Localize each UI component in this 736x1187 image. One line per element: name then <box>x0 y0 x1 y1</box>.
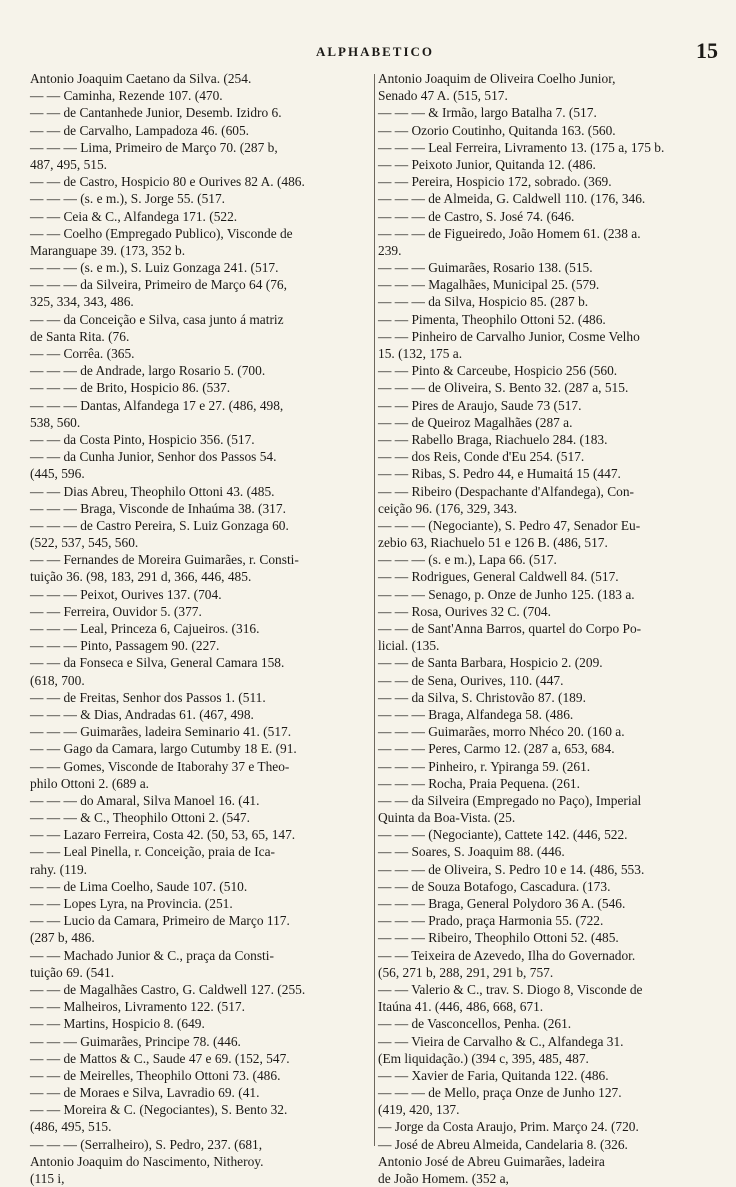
directory-entry-line: — — — Braga, Alfandega 58. (486. <box>378 706 574 722</box>
directory-entry-line: — — Lopes Lyra, na Provincia. (251. <box>30 896 233 911</box>
directory-entry-line: — — — (Negociante), S. Pedro 47, Senador Eu- <box>378 517 641 533</box>
directory-entry-line: — — — de Andrade, largo Rosario 5. (700. <box>30 363 266 379</box>
directory-entry-line: — — Pimenta, Theophilo Ottoni 52. (486. <box>378 311 606 327</box>
directory-entry-line: — — — (s. e m.), S. Luiz Gonzaga 241. (517. <box>30 260 279 276</box>
directory-entry-line: — — — de Almeida, G. Caldwell 110. (176, 346. <box>378 191 646 207</box>
directory-entry-line: — — Pinto & Carceube, Hospicio 256 (560. <box>378 363 618 379</box>
directory-entry-line: Antonio José de Abreu Guimarães, ladeira <box>378 1153 605 1169</box>
directory-entry-line: Itaúna 41. (446, 486, 668, 671. <box>378 999 544 1015</box>
directory-entry-line: — — — Peres, Carmo 12. (287 a, 653, 684. <box>378 741 615 757</box>
directory-entry-line: — — Gago da Camara, largo Cutumby 18 E. (91. <box>30 741 297 757</box>
directory-entry-line: Antonio Joaquim do Nascimento, Nitheroy. <box>30 1153 264 1169</box>
directory-entry-line: — — Caminha, Rezende 107. (470. <box>30 88 223 104</box>
directory-entry-line: 15. (132, 175 a. <box>378 346 463 361</box>
directory-entry-line: — — — Dantas, Alfandega 17 e 27. (486, 498, <box>30 397 284 413</box>
directory-entry-line: Senado 47 A. (515, 517. <box>378 88 508 104</box>
directory-entry-line: — — de Magalhães Castro, G. Caldwell 127. (255. <box>30 981 306 997</box>
directory-entry-line: — — — de Oliveira, S. Pedro 10 e 14. (486, 553. <box>378 861 645 877</box>
right-column <box>378 70 722 1186</box>
directory-entry-line: — — Vieira de Carvalho & C., Alfandega 31. <box>378 1033 624 1049</box>
directory-entry-line: — — — Guimarães, morro Nhéco 20. (160 a. <box>378 724 625 740</box>
directory-entry-line: — — Pereira, Hospicio 172, sobrado. (369. <box>378 174 612 190</box>
directory-columns <box>30 70 722 1186</box>
directory-entry-line: (419, 420, 137. <box>378 1102 460 1118</box>
directory-entry-line: — — Leal Pinella, r. Conceição, praia de Ica- <box>30 844 276 860</box>
directory-entry-line: Antonio Joaquim Caetano da Silva. (254. <box>30 71 252 86</box>
directory-entry-line: — — Coelho (Empregado Publico), Visconde de <box>30 225 293 241</box>
directory-entry-line: — — — de Castro Pereira, S. Luiz Gonzaga 60. <box>30 517 289 533</box>
directory-entry-line: 325, 334, 343, 486. <box>30 294 134 310</box>
directory-entry-line: — — — Guimarães, Rosario 138. (515. <box>378 260 593 276</box>
directory-entry-line: — — — Guimarães, ladeira Seminario 41. (517. <box>30 724 292 740</box>
directory-entry-line: — — Peixoto Junior, Quitanda 12. (486. <box>378 156 596 172</box>
directory-entry-line: — — — de Figueiredo, João Homem 61. (238 a. <box>378 225 641 241</box>
directory-entry-line: — — de Mattos & C., Saude 47 e 69. (152, 547. <box>30 1050 290 1066</box>
directory-entry-line: — — Pinheiro de Carvalho Junior, Cosme Velho <box>378 328 640 344</box>
directory-entry-line: — — Teixeira de Azevedo, Ilha do Governador. <box>378 947 636 963</box>
directory-entry-line: — — de Moraes e Silva, Lavradio 69. (41. <box>30 1085 260 1101</box>
directory-entry-line: rahy. (119. <box>30 861 88 877</box>
directory-entry-line: — — de Vasconcellos, Penha. (261. <box>378 1016 572 1032</box>
directory-entry-line: — — — (s. e m.), S. Jorge 55. (517. <box>30 191 226 207</box>
directory-entry-line: — — — de Oliveira, S. Bento 32. (287 a, 515. <box>378 380 629 396</box>
directory-entry-line: — — de Queiroz Magalhães (287 a. <box>378 414 573 430</box>
directory-entry-line: — — de Souza Botafogo, Cascadura. (173. <box>378 878 611 894</box>
directory-entry-line: — — Lazaro Ferreira, Costa 42. (50, 53, 65, 147. <box>30 827 296 843</box>
directory-entry-line: — — Malheiros, Livramento 122. (517. <box>30 999 245 1015</box>
directory-entry-line: — — de Carvalho, Lampadoza 46. (605. <box>30 122 250 138</box>
directory-entry-line: Quinta da Boa-Vista. (25. <box>378 810 516 826</box>
directory-entry-line: — — da Costa Pinto, Hospicio 356. (517. <box>30 431 255 447</box>
directory-entry-line: — — Valerio & C., trav. S. Diogo 8, Visconde de <box>378 981 643 997</box>
directory-entry-line: — — Pires de Araujo, Saude 73 (517. <box>378 397 582 413</box>
directory-entry-line: — — — (s. e m.), Lapa 66. (517. <box>378 552 557 568</box>
directory-entry-line: — — Ribeiro (Despachante d'Alfandega), Con- <box>378 483 635 499</box>
directory-entry-line: — — — de Mello, praça Onze de Junho 127. <box>378 1085 622 1101</box>
directory-entry-line: — — — Senago, p. Onze de Junho 125. (183 a. <box>378 586 635 602</box>
directory-entry-line: Antonio Joaquim de Oliveira Coelho Junior, <box>378 71 616 86</box>
directory-entry-line: — — — Pinto, Passagem 90. (227. <box>30 638 220 654</box>
directory-entry-line: 487, 495, 515. <box>30 156 107 172</box>
directory-entry-line: — — — Ribeiro, Theophilo Ottoni 52. (485. <box>378 930 619 946</box>
directory-entry-line: — — — de Brito, Hospicio 86. (537. <box>30 380 231 396</box>
directory-entry-line: — — — Braga, General Polydoro 36 A. (546. <box>378 896 626 911</box>
directory-entry-line: — — — Guimarães, Principe 78. (446. <box>30 1033 241 1049</box>
directory-entry-line: — — Ozorio Coutinho, Quitanda 163. (560. <box>378 122 616 138</box>
directory-entry-line: — — de Lima Coelho, Saude 107. (510. <box>30 878 248 894</box>
directory-entry-line: de João Homem. (352 a, <box>378 1171 509 1186</box>
directory-entry-line: — — — (Serralheiro), S. Pedro, 237. (681, <box>30 1136 263 1152</box>
directory-entry-line: — — — Rocha, Praia Pequena. (261. <box>378 775 580 791</box>
directory-entry-line: — — Rabello Braga, Riachuelo 284. (183. <box>378 431 608 447</box>
page-header <box>30 38 720 64</box>
directory-entry-line: tuição 69. (541. <box>30 964 115 980</box>
directory-entry-line: — — Soares, S. Joaquim 88. (446. <box>378 844 565 860</box>
directory-entry-line: — — da Silva, S. Christovão 87. (189. <box>378 689 586 705</box>
directory-entry-line: — — Gomes, Visconde de Itaborahy 37 e Theo- <box>30 758 290 774</box>
directory-entry-line: — — — Magalhães, Municipal 25. (579. <box>378 277 600 293</box>
directory-entry-line: licial. (135. <box>378 638 440 654</box>
directory-entry-line: — — Martins, Hospicio 8. (649. <box>30 1016 205 1032</box>
directory-entry-line: — — de Santa Barbara, Hospicio 2. (209. <box>378 655 603 671</box>
directory-entry-line: — — da Silveira (Empregado no Paço), Imperial <box>378 792 642 808</box>
directory-entry-line: — — da Cunha Junior, Senhor dos Passos 54. <box>30 449 277 465</box>
directory-entry-line: — — Ribas, S. Pedro 44, e Humaitá 15 (447. <box>378 466 621 482</box>
directory-entry-line: — — — Pinheiro, r. Ypiranga 59. (261. <box>378 758 591 774</box>
directory-entry-line: — — — Braga, Visconde de Inhaúma 38. (317. <box>30 500 286 516</box>
directory-entry-line: 538, 560. <box>30 414 81 430</box>
directory-entry-line: (115 i, <box>30 1171 65 1186</box>
directory-entry-line: — — Moreira & C. (Negociantes), S. Bento 32. <box>30 1102 288 1118</box>
directory-entry-line: — — — & Irmão, largo Batalha 7. (517. <box>378 105 597 121</box>
directory-entry-line: — — Corrêa. (365. <box>30 346 135 361</box>
running-title: ALPHABETICO <box>315 44 435 59</box>
directory-entry-line: — — Rodrigues, General Caldwell 84. (517. <box>378 569 619 585</box>
directory-entry-line: — — de Sena, Ourives, 110. (447. <box>378 672 564 688</box>
left-column <box>30 70 374 1186</box>
directory-entry-line: — — — de Castro, S. José 74. (646. <box>378 208 575 224</box>
directory-entry-line: (486, 495, 515. <box>30 1119 112 1135</box>
directory-entry-line: — — — Peixot, Ourives 137. (704. <box>30 586 222 602</box>
directory-entry-line: — — Xavier de Faria, Quitanda 122. (486. <box>378 1067 609 1083</box>
directory-entry-line: — — — da Silveira, Primeiro de Março 64 (76, <box>30 277 287 293</box>
directory-entry-line: — — de Freitas, Senhor dos Passos 1. (511. <box>30 689 266 705</box>
directory-entry-line: — — — Leal Ferreira, Livramento 13. (175 a, 175 b. <box>378 139 665 155</box>
directory-entry-line: — — — (Negociante), Cattete 142. (446, 522. <box>378 827 628 843</box>
directory-entry-line: — — de Cantanhede Junior, Desemb. Izidro 6. <box>30 105 282 121</box>
directory-entry-line: — — Lucio da Camara, Primeiro de Março 117. <box>30 913 290 929</box>
directory-entry-line: — — Ceia & C., Alfandega 171. (522. <box>30 208 238 224</box>
directory-entry-line: (287 b, 486. <box>30 930 95 946</box>
directory-entry-line: tuição 36. (98, 183, 291 d, 366, 446, 485. <box>30 569 252 585</box>
directory-entry-line: — — Ferreira, Ouvidor 5. (377. <box>30 603 202 619</box>
directory-entry-line: ceição 96. (176, 329, 343. <box>378 500 518 516</box>
directory-entry-line: — — — & Dias, Andradas 61. (467, 498. <box>30 706 254 722</box>
directory-entry-line: — — de Meirelles, Theophilo Ottoni 73. (486. <box>30 1067 281 1083</box>
directory-entry-line: de Santa Rita. (76. <box>30 328 130 344</box>
directory-entry-line: — — — Prado, praça Harmonia 55. (722. <box>378 913 604 929</box>
directory-entry-line: — — Machado Junior & C., praça da Consti- <box>30 947 274 963</box>
directory-entry-line: — — Dias Abreu, Theophilo Ottoni 43. (485. <box>30 483 275 499</box>
directory-entry-line: — — — do Amaral, Silva Manoel 16. (41. <box>30 792 260 808</box>
page-number: 15 <box>696 38 718 63</box>
directory-entry-line: (Em liquidação.) (394 c, 395, 485, 487. <box>378 1050 589 1066</box>
directory-entry-line: (522, 537, 545, 560. <box>30 535 139 551</box>
directory-entry-line: — — — Leal, Princeza 6, Cajueiros. (316. <box>30 621 260 636</box>
column-divider <box>374 74 375 1146</box>
directory-entry-line: philo Ottoni 2. (689 a. <box>30 775 150 791</box>
directory-entry-line: — — — da Silva, Hospicio 85. (287 b. <box>378 294 589 310</box>
directory-entry-line: — — de Sant'Anna Barros, quartel do Corpo Po- <box>378 621 642 636</box>
directory-entry-line: — — da Fonseca e Silva, General Camara 158. <box>30 655 285 671</box>
directory-entry-line: — — Rosa, Ourives 32 C. (704. <box>378 603 551 619</box>
directory-entry-line: (56, 271 b, 288, 291, 291 b, 757. <box>378 964 554 980</box>
directory-entry-line: — — da Conceição e Silva, casa junto á matriz <box>30 311 284 327</box>
directory-entry-line: — — — Lima, Primeiro de Março 70. (287 b, <box>30 139 278 155</box>
directory-entry-line: zebio 63, Riachuelo 51 e 126 B. (486, 517. <box>378 535 608 551</box>
directory-entry-line: (618, 700. <box>30 672 85 688</box>
directory-entry-line: — Jorge da Costa Araujo, Prim. Março 24. (720. <box>378 1119 639 1135</box>
directory-entry-line: — — — & C., Theophilo Ottoni 2. (547. <box>30 810 250 826</box>
directory-entry-line: — — de Castro, Hospicio 80 e Ourives 82 A. (486. <box>30 174 305 190</box>
directory-entry-line: Maranguape 39. (173, 352 b. <box>30 242 186 258</box>
directory-entry-line: — — Fernandes de Moreira Guimarães, r. Consti- <box>30 552 299 568</box>
directory-entry-line: — — dos Reis, Conde d'Eu 254. (517. <box>378 449 585 465</box>
directory-entry-line: — José de Abreu Almeida, Candelaria 8. (326. <box>378 1136 628 1152</box>
directory-entry-line: (445, 596. <box>30 466 85 482</box>
directory-entry-line: 239. <box>378 242 402 258</box>
